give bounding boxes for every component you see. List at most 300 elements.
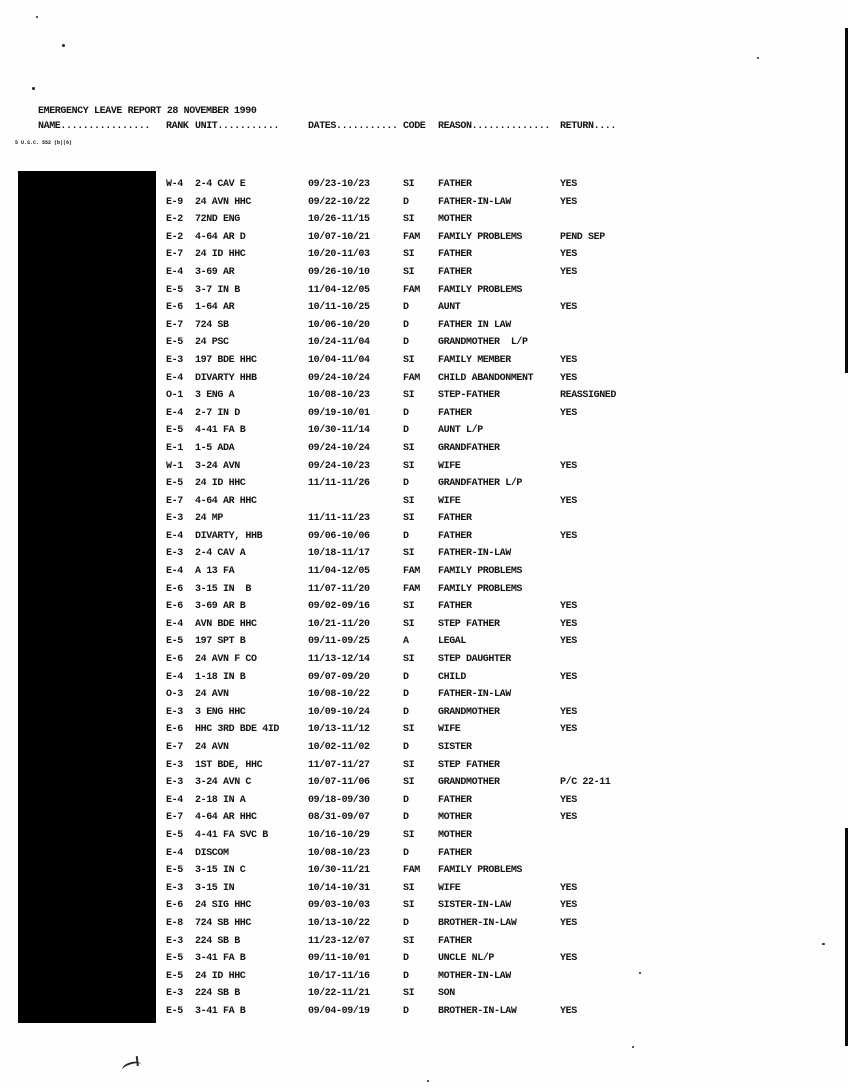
scan-speck [632, 1046, 634, 1048]
cell-code: D [403, 337, 409, 349]
cell-code: D [403, 530, 409, 542]
cell-code: SI [403, 777, 415, 789]
cell-reason: GRANDFATHER L/P [438, 478, 523, 490]
cell-unit: 224 SB B [195, 988, 240, 1000]
cell-rank: E-6 [166, 900, 183, 912]
cell-rank: E-6 [166, 583, 183, 595]
cell-code: FAM [403, 284, 420, 296]
cell-reason: STEP DAUGHTER [438, 654, 511, 666]
cell-rank: E-7 [166, 495, 183, 507]
table-row [0, 724, 848, 742]
table-row [0, 478, 848, 496]
cell-code: D [403, 671, 409, 683]
cell-unit: 724 SB HHC [195, 917, 252, 929]
scan-speck [62, 44, 65, 47]
cell-dates: 09/18-09/30 [308, 794, 370, 806]
table-row [0, 232, 848, 250]
cell-unit: 3-69 AR [195, 266, 235, 278]
cell-rank: E-6 [166, 601, 183, 613]
cell-unit: 2-18 IN A [195, 794, 246, 806]
cell-reason: FATHER-IN-LAW [438, 548, 511, 560]
cell-reason: STEP-FATHER [438, 390, 500, 402]
table-row [0, 672, 848, 690]
scan-speck [36, 16, 38, 18]
cell-reason: SISTER [438, 742, 472, 753]
table-body [0, 179, 848, 1024]
cell-rank: O-3 [166, 689, 183, 701]
cell-unit: 72ND ENG [195, 214, 240, 226]
cell-reason: GRANDMOTHER [438, 777, 500, 789]
cell-code: SI [403, 935, 415, 947]
cell-ret: REASSIGNED [560, 390, 617, 402]
cell-reason: MOTHER [438, 812, 472, 824]
cell-reason: AUNT L/P [438, 425, 483, 437]
cell-rank: E-5 [166, 970, 183, 982]
table-row [0, 900, 848, 918]
table-row [0, 337, 848, 355]
cell-rank: E-3 [166, 759, 183, 771]
table-header [0, 121, 848, 135]
cell-dates: 10/14-10/31 [308, 882, 370, 894]
cell-dates: 10/30-11/21 [308, 865, 370, 877]
table-row [0, 848, 848, 866]
table-row [0, 777, 848, 795]
table-row [0, 795, 848, 813]
cell-code: SI [403, 249, 415, 261]
table-row [0, 179, 848, 197]
cell-code: D [403, 302, 409, 314]
cell-dates: 11/07-11/20 [308, 583, 370, 595]
cell-reason: SISTER-IN-LAW [438, 900, 511, 912]
cell-reason: FATHER [438, 794, 472, 806]
cell-code: FAM [403, 372, 420, 384]
cell-rank: E-3 [166, 354, 183, 366]
cell-code: SI [403, 214, 415, 226]
table-row [0, 830, 848, 848]
table-row [0, 320, 848, 338]
cell-ret: YES [560, 601, 577, 613]
cell-reason: FATHER [438, 266, 472, 278]
cell-reason: BROTHER-IN-LAW [438, 1005, 517, 1017]
cell-reason: FAMILY PROBLEMS [438, 231, 523, 243]
cell-dates: 08/31-09/07 [308, 812, 370, 824]
cell-code: SI [403, 354, 415, 366]
cell-ret: YES [560, 882, 577, 894]
cell-dates: 11/11-11/26 [308, 478, 370, 490]
cell-dates: 09/11-10/01 [308, 953, 370, 965]
cell-code: SI [403, 548, 415, 560]
cell-reason: BROTHER-IN-LAW [438, 917, 517, 929]
cell-reason: MOTHER [438, 829, 472, 841]
cell-rank: O-1 [166, 390, 183, 402]
cell-reason: LEGAL [438, 636, 467, 648]
cell-reason: FAMILY PROBLEMS [438, 284, 523, 296]
pen-mark [121, 1059, 143, 1076]
cell-reason: SON [438, 988, 455, 1000]
cell-ret: YES [560, 179, 577, 190]
cell-code: SI [403, 513, 415, 525]
cell-dates: 09/19-10/01 [308, 407, 370, 419]
table-row [0, 461, 848, 479]
cell-code: D [403, 742, 409, 753]
cell-reason: FAMILY PROBLEMS [438, 566, 523, 578]
cell-ret: YES [560, 266, 577, 278]
cell-dates: 10/06-10/20 [308, 319, 370, 331]
scan-speck [757, 57, 759, 59]
column-header-name: NAME................ [38, 121, 151, 132]
cell-rank: E-4 [166, 794, 183, 806]
cell-reason: WIFE [438, 460, 461, 472]
cell-rank: E-7 [166, 249, 183, 261]
table-row [0, 373, 848, 391]
foia-exemption-note: 5 U.S.C. 552 (b)(6) [15, 140, 73, 146]
cell-dates: 09/22-10/22 [308, 196, 370, 208]
table-row [0, 584, 848, 602]
cell-ret: YES [560, 671, 577, 683]
table-row [0, 988, 848, 1006]
cell-reason: GRANDMOTHER [438, 706, 500, 718]
table-row [0, 531, 848, 549]
table-row [0, 249, 848, 267]
cell-rank: E-3 [166, 706, 183, 718]
cell-reason: FATHER [438, 179, 472, 190]
cell-code: SI [403, 988, 415, 1000]
cell-unit: 3-15 IN B [195, 583, 252, 595]
cell-reason: WIFE [438, 495, 461, 507]
cell-rank: E-3 [166, 988, 183, 1000]
cell-code: FAM [403, 865, 420, 877]
cell-dates: 10/22-11/21 [308, 988, 370, 1000]
cell-ret: YES [560, 460, 577, 472]
cell-code: D [403, 319, 409, 331]
cell-dates: 09/24-10/24 [308, 372, 370, 384]
cell-rank: E-3 [166, 777, 183, 789]
cell-code: SI [403, 724, 415, 736]
cell-rank: E-3 [166, 513, 183, 525]
table-row [0, 883, 848, 901]
cell-rank: E-6 [166, 302, 183, 314]
cell-unit: HHC 3RD BDE 4ID [195, 724, 280, 736]
cell-dates: 10/07-11/06 [308, 777, 370, 789]
cell-code: SI [403, 759, 415, 771]
cell-reason: FATHER [438, 935, 472, 947]
cell-dates: 10/24-11/04 [308, 337, 370, 349]
cell-code: D [403, 689, 409, 701]
cell-code: SI [403, 266, 415, 278]
cell-unit: 24 ID HHC [195, 970, 246, 982]
cell-dates: 09/03-10/03 [308, 900, 370, 912]
cell-reason: CHILD [438, 671, 467, 683]
column-header-reason: REASON.............. [438, 121, 551, 132]
cell-reason: FAMILY PROBLEMS [438, 865, 523, 877]
cell-code: SI [403, 495, 415, 507]
cell-unit: 197 BDE HHC [195, 354, 257, 366]
cell-ret: YES [560, 407, 577, 419]
table-row [0, 566, 848, 584]
cell-dates: 09/24-10/24 [308, 442, 370, 454]
cell-unit: 3-24 AVN [195, 460, 240, 472]
cell-unit: 3-69 AR B [195, 601, 246, 613]
cell-code: D [403, 196, 409, 208]
cell-reason: GRANDFATHER [438, 442, 500, 454]
table-row [0, 302, 848, 320]
table-row [0, 548, 848, 566]
table-row [0, 601, 848, 619]
cell-unit: 2-4 CAV E [195, 179, 246, 190]
cell-reason: STEP FATHER [438, 618, 500, 630]
table-row [0, 425, 848, 443]
cell-unit: 24 AVN [195, 742, 229, 753]
cell-unit: 24 PSC [195, 337, 229, 349]
cell-ret: YES [560, 706, 577, 718]
cell-rank: E-7 [166, 742, 183, 753]
table-row [0, 214, 848, 232]
cell-unit: 2-4 CAV A [195, 548, 246, 560]
cell-unit: 1-5 ADA [195, 442, 235, 454]
cell-dates: 10/07-10/21 [308, 231, 370, 243]
table-row [0, 918, 848, 936]
cell-code: D [403, 794, 409, 806]
cell-dates: 09/02-09/16 [308, 601, 370, 613]
table-row [0, 285, 848, 303]
cell-rank: E-5 [166, 636, 183, 648]
cell-ret: YES [560, 812, 577, 824]
cell-dates: 10/08-10/23 [308, 390, 370, 402]
cell-ret: YES [560, 724, 577, 736]
cell-dates: 10/16-10/29 [308, 829, 370, 841]
cell-dates: 10/04-11/04 [308, 354, 370, 366]
cell-dates: 09/07-09/20 [308, 671, 370, 683]
cell-reason: FATHER [438, 407, 472, 419]
cell-rank: E-6 [166, 724, 183, 736]
cell-ret: YES [560, 1005, 577, 1017]
cell-ret: P/C 22-11 [560, 777, 611, 789]
cell-dates: 11/11-11/23 [308, 513, 370, 525]
cell-unit: 3-15 IN [195, 882, 235, 894]
table-row [0, 971, 848, 989]
table-row [0, 936, 848, 954]
cell-dates: 11/13-12/14 [308, 654, 370, 666]
cell-rank: E-3 [166, 935, 183, 947]
cell-unit: 1-18 IN B [195, 671, 246, 683]
cell-code: FAM [403, 583, 420, 595]
cell-reason: GRANDMOTHER L/P [438, 337, 528, 349]
column-header-rank: RANK [166, 121, 189, 132]
cell-rank: E-6 [166, 654, 183, 666]
cell-ret: YES [560, 372, 577, 384]
cell-dates: 10/18-11/17 [308, 548, 370, 560]
cell-unit: 724 SB [195, 319, 229, 331]
cell-ret: YES [560, 354, 577, 366]
cell-reason: AUNT [438, 302, 461, 314]
cell-reason: FATHER [438, 513, 472, 525]
cell-code: SI [403, 601, 415, 613]
column-header-unit: UNIT........... [195, 121, 280, 132]
cell-rank: E-4 [166, 671, 183, 683]
cell-rank: E-5 [166, 829, 183, 841]
table-row [0, 654, 848, 672]
table-row [0, 742, 848, 760]
table-row [0, 513, 848, 531]
cell-rank: E-5 [166, 478, 183, 490]
cell-unit: 3-41 FA B [195, 1005, 246, 1017]
cell-unit: 224 SB B [195, 935, 240, 947]
cell-reason: MOTHER-IN-LAW [438, 970, 511, 982]
cell-unit: 3 ENG A [195, 390, 235, 402]
table-row [0, 689, 848, 707]
cell-code: SI [403, 618, 415, 630]
cell-dates: 10/17-11/16 [308, 970, 370, 982]
cell-code: SI [403, 654, 415, 666]
cell-unit: 24 SIG HHC [195, 900, 252, 912]
cell-code: D [403, 478, 409, 490]
cell-unit: 3-24 AVN C [195, 777, 252, 789]
cell-unit: 3 ENG HHC [195, 706, 246, 718]
cell-dates: 11/23-12/07 [308, 935, 370, 947]
cell-unit: 24 ID HHC [195, 478, 246, 490]
cell-unit: 4-64 AR HHC [195, 495, 257, 507]
cell-code: SI [403, 882, 415, 894]
cell-reason: FATHER IN LAW [438, 319, 511, 331]
cell-rank: E-1 [166, 442, 183, 454]
cell-rank: W-1 [166, 460, 183, 472]
cell-dates: 10/08-10/23 [308, 847, 370, 859]
cell-reason: WIFE [438, 724, 461, 736]
cell-unit: 4-41 FA B [195, 425, 246, 437]
cell-rank: E-4 [166, 407, 183, 419]
cell-rank: E-2 [166, 214, 183, 226]
cell-rank: E-4 [166, 566, 183, 578]
cell-dates: 10/13-11/12 [308, 724, 370, 736]
cell-rank: E-4 [166, 618, 183, 630]
table-row [0, 812, 848, 830]
cell-unit: 3-41 FA B [195, 953, 246, 965]
table-row [0, 390, 848, 408]
cell-rank: E-5 [166, 425, 183, 437]
cell-ret: YES [560, 953, 577, 965]
cell-unit: 4-41 FA SVC B [195, 829, 268, 841]
cell-dates: 09/04-09/19 [308, 1005, 370, 1017]
table-row [0, 619, 848, 637]
cell-unit: DISCOM [195, 847, 229, 859]
cell-dates: 09/11-09/25 [308, 636, 370, 648]
cell-unit: 4-64 AR D [195, 231, 246, 243]
cell-reason: FATHER [438, 601, 472, 613]
cell-ret: YES [560, 900, 577, 912]
cell-reason: FATHER [438, 530, 472, 542]
cell-rank: E-3 [166, 548, 183, 560]
cell-rank: E-4 [166, 372, 183, 384]
cell-code: D [403, 847, 409, 859]
cell-ret: YES [560, 794, 577, 806]
cell-ret: YES [560, 196, 577, 208]
cell-reason: CHILD ABANDONMENT [438, 372, 534, 384]
table-row [0, 355, 848, 373]
cell-code: SI [403, 442, 415, 454]
table-row [0, 865, 848, 883]
cell-code: D [403, 407, 409, 419]
cell-rank: E-5 [166, 284, 183, 296]
cell-ret: YES [560, 618, 577, 630]
cell-rank: E-4 [166, 530, 183, 542]
cell-unit: A 13 FA [195, 566, 235, 578]
cell-dates: 11/04-12/05 [308, 566, 370, 578]
cell-rank: E-7 [166, 812, 183, 824]
cell-code: SI [403, 390, 415, 402]
cell-reason: FATHER [438, 249, 472, 261]
table-row [0, 953, 848, 971]
cell-rank: E-5 [166, 953, 183, 965]
cell-unit: 197 SPT B [195, 636, 246, 648]
cell-rank: E-5 [166, 337, 183, 349]
cell-code: SI [403, 829, 415, 841]
cell-code: D [403, 706, 409, 718]
cell-unit: 24 ID HHC [195, 249, 246, 261]
cell-dates: 10/26-11/15 [308, 214, 370, 226]
table-row [0, 443, 848, 461]
cell-unit: 1-64 AR [195, 302, 235, 314]
cell-code: D [403, 1005, 409, 1017]
table-row [0, 707, 848, 725]
cell-unit: 24 AVN [195, 689, 229, 701]
cell-dates: 09/06-10/06 [308, 530, 370, 542]
cell-rank: E-8 [166, 917, 183, 929]
cell-dates: 09/24-10/23 [308, 460, 370, 472]
cell-rank: E-7 [166, 319, 183, 331]
table-row [0, 760, 848, 778]
cell-reason: UNCLE NL/P [438, 953, 495, 965]
cell-dates: 10/02-11/02 [308, 742, 370, 753]
cell-unit: 4-64 AR HHC [195, 812, 257, 824]
cell-unit: 1ST BDE, HHC [195, 759, 263, 771]
cell-unit: 24 AVN HHC [195, 196, 252, 208]
cell-code: A [403, 636, 409, 648]
cell-ret: YES [560, 302, 577, 314]
cell-dates: 10/30-11/14 [308, 425, 370, 437]
cell-rank: E-5 [166, 865, 183, 877]
cell-ret: YES [560, 636, 577, 648]
cell-unit: 24 AVN F CO [195, 654, 257, 666]
cell-ret: YES [560, 495, 577, 507]
cell-dates: 10/20-11/03 [308, 249, 370, 261]
cell-code: D [403, 953, 409, 965]
cell-rank: E-4 [166, 266, 183, 278]
table-row [0, 408, 848, 426]
cell-unit: 2-7 IN D [195, 407, 240, 419]
cell-code: SI [403, 179, 415, 190]
cell-rank: E-3 [166, 882, 183, 894]
cell-code: D [403, 970, 409, 982]
cell-dates: 10/21-11/20 [308, 618, 370, 630]
cell-dates: 10/09-10/24 [308, 706, 370, 718]
cell-unit: DIVARTY HHB [195, 372, 257, 384]
column-header-dates: DATES........... [308, 121, 398, 132]
table-row [0, 267, 848, 285]
cell-unit: 3-7 IN B [195, 284, 240, 296]
scan-speck [427, 1080, 429, 1082]
cell-code: SI [403, 460, 415, 472]
column-header-return: RETURN.... [560, 121, 617, 132]
cell-dates: 09/23-10/23 [308, 179, 370, 190]
cell-rank: E-9 [166, 196, 183, 208]
cell-reason: STEP FATHER [438, 759, 500, 771]
cell-ret: YES [560, 917, 577, 929]
cell-dates: 11/04-12/05 [308, 284, 370, 296]
cell-unit: 3-15 IN C [195, 865, 246, 877]
cell-dates: 10/13-10/22 [308, 917, 370, 929]
cell-code: SI [403, 900, 415, 912]
cell-reason: WIFE [438, 882, 461, 894]
